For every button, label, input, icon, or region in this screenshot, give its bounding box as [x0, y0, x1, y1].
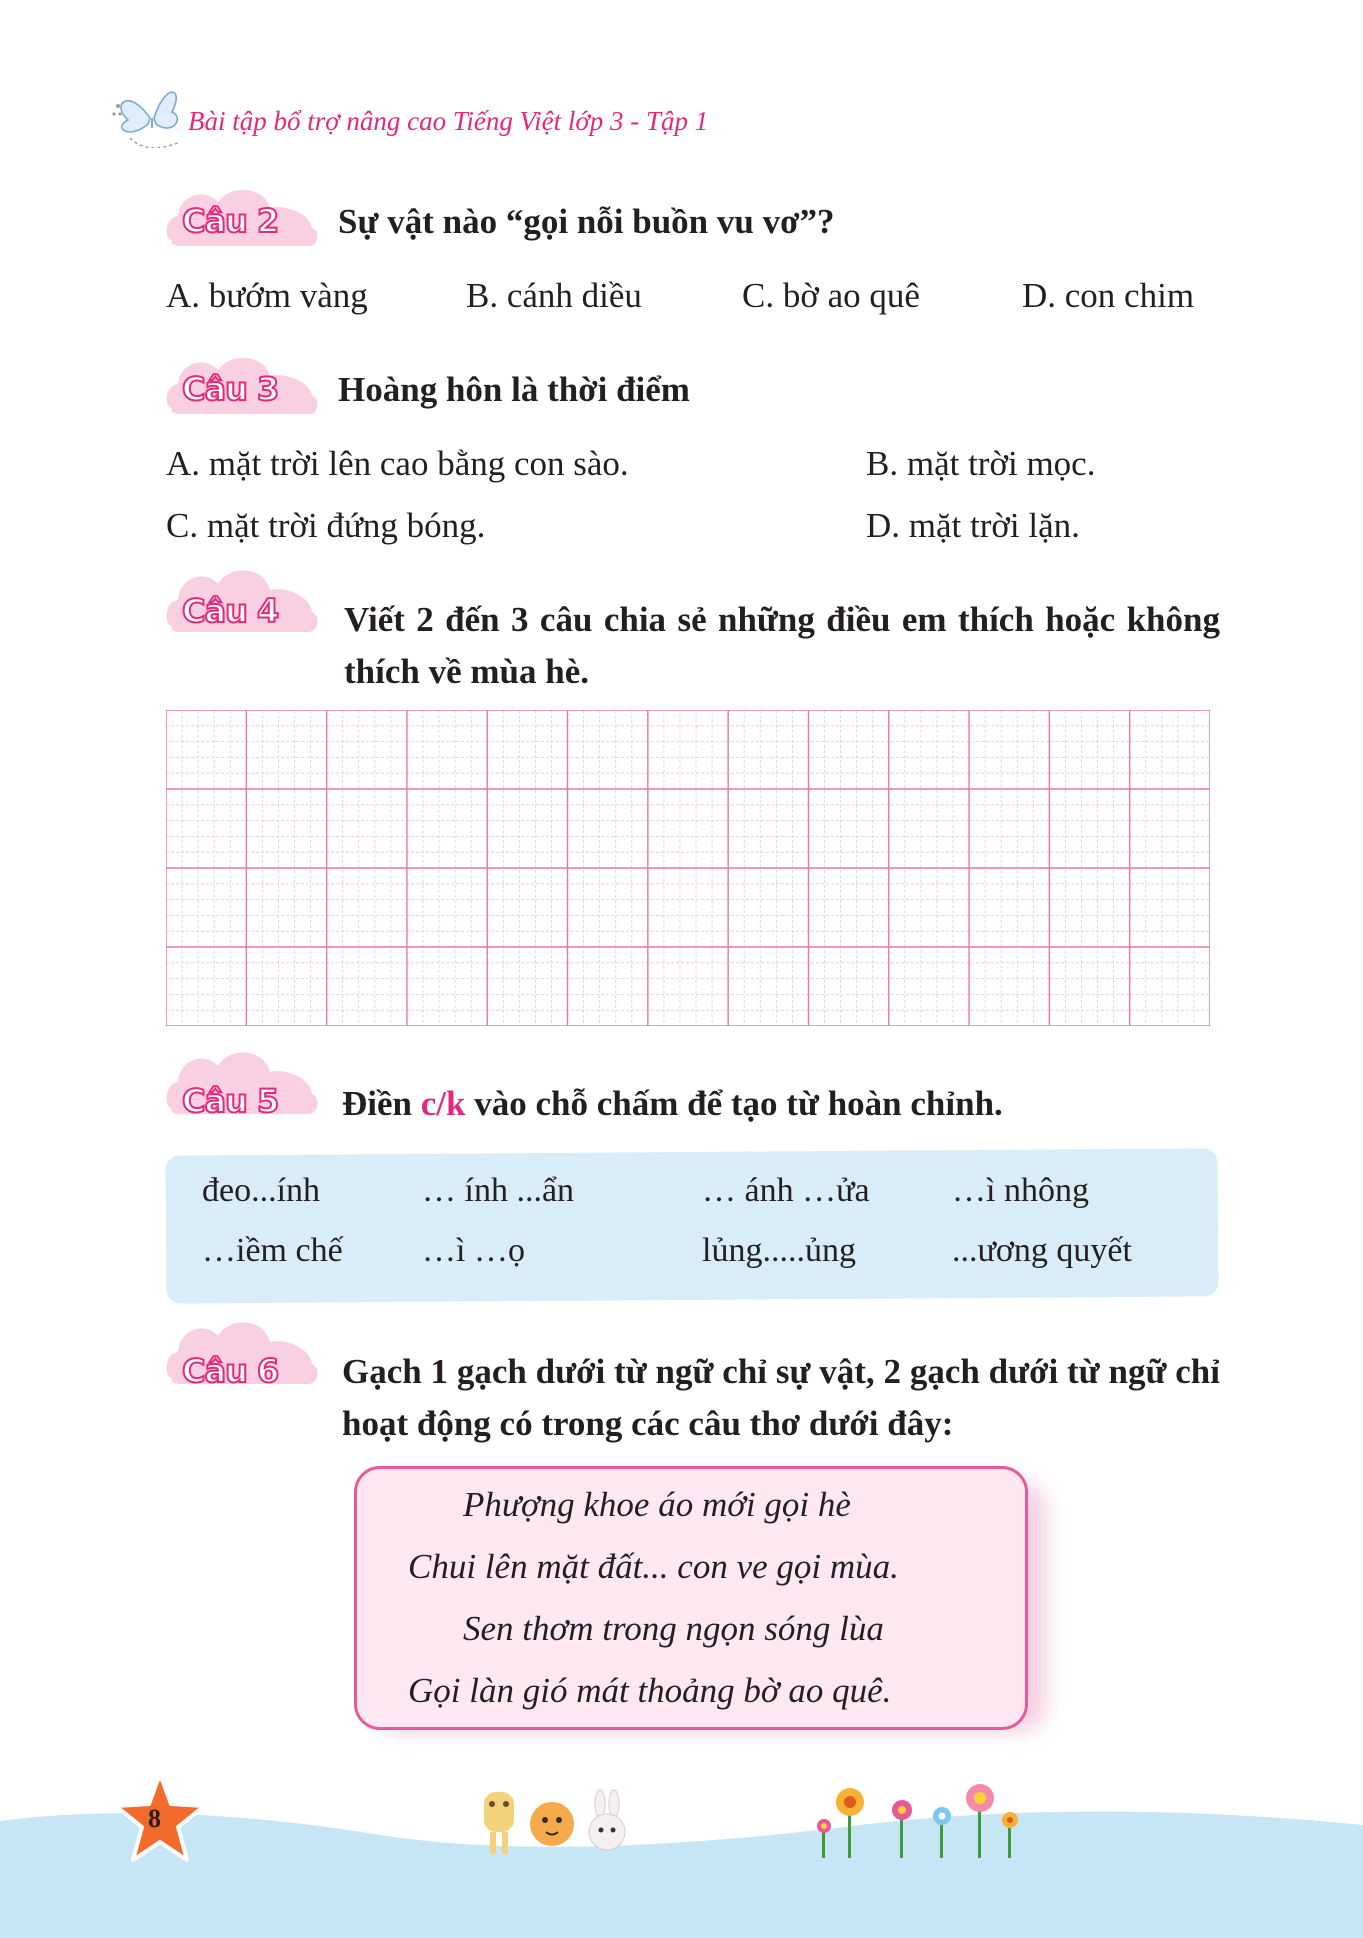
q5-text-part: Điền	[342, 1084, 421, 1123]
badge-label: Câu 6	[182, 1352, 279, 1390]
question-badge-4	[160, 560, 325, 650]
poem-line: Sen thơm trong ngọn sóng lùa	[463, 1609, 884, 1648]
q5-highlight: c/k	[420, 1084, 466, 1123]
page-header	[110, 78, 910, 148]
writing-grid[interactable]	[166, 710, 1210, 1026]
butterfly-icon	[110, 78, 200, 148]
q2-option-d: D. con chim	[1022, 276, 1195, 315]
question-badge-5	[160, 1042, 325, 1132]
q2-option-a: A. bướm vàng	[166, 276, 368, 315]
fill-item: ...ương quyết	[952, 1232, 1132, 1269]
question-4-text: Viết 2 đến 3 câu chia sẻ những điều em thích hoặc không thích về mùa hè.	[344, 600, 1220, 691]
flowers-icon	[810, 1778, 1030, 1858]
q2-option-b: B. cánh diều	[466, 276, 642, 315]
q5-text-part: vào chỗ chấm để tạo từ hoàn chỉnh.	[465, 1084, 1003, 1123]
question-badge-3	[160, 348, 325, 438]
question-badge-2	[160, 180, 325, 270]
fill-item: … ính ...ẩn	[422, 1172, 575, 1209]
q3-option-c: C. mặt trời đứng bóng.	[166, 506, 486, 545]
q3-option-a: A. mặt trời lên cao bằng con sào.	[166, 444, 629, 483]
poem-line: Phượng khoe áo mới gọi hè	[463, 1485, 851, 1524]
badge-label: Câu 2	[182, 202, 279, 240]
fill-item: …iềm chế	[202, 1232, 343, 1269]
question-2-text: Sự vật nào “gọi nỗi buồn vu vơ”?	[338, 202, 835, 241]
q3-option-b: B. mặt trời mọc.	[866, 444, 1096, 483]
fill-item: đeo...ính	[202, 1172, 321, 1209]
question-6-text: Gạch 1 gạch dưới từ ngữ chỉ sự vật, 2 gạch dưới từ ngữ chỉ hoạt động có trong các câu thơ dưới đây:	[342, 1352, 1220, 1443]
fill-item: …ì nhông	[952, 1172, 1089, 1209]
badge-label: Câu 4	[182, 592, 279, 630]
badge-label: Câu 5	[182, 1082, 279, 1120]
q3-option-d: D. mặt trời lặn.	[866, 506, 1080, 545]
fill-item: lủng.....ủng	[702, 1232, 856, 1269]
poem-box	[354, 1466, 1028, 1730]
question-3-text: Hoàng hôn là thời điểm	[338, 370, 690, 409]
poem-line: Chui lên mặt đất... con ve gọi mùa.	[408, 1547, 899, 1586]
page-number: 8	[148, 1804, 161, 1833]
poem-line: Gọi làn gió mát thoảng bờ ao quê.	[408, 1671, 892, 1710]
badge-label: Câu 3	[182, 370, 279, 408]
fill-item: …ì …ọ	[422, 1232, 525, 1269]
question-badge-6	[160, 1312, 325, 1402]
animals-icon	[470, 1782, 635, 1857]
book-title: Bài tập bổ trợ nâng cao Tiếng Việt lớp 3 - Tập 1	[188, 106, 709, 136]
fill-item: … ánh …ửa	[702, 1172, 870, 1209]
q2-option-c: C. bờ ao quê	[742, 276, 920, 315]
question-5-text	[342, 1078, 1003, 1130]
